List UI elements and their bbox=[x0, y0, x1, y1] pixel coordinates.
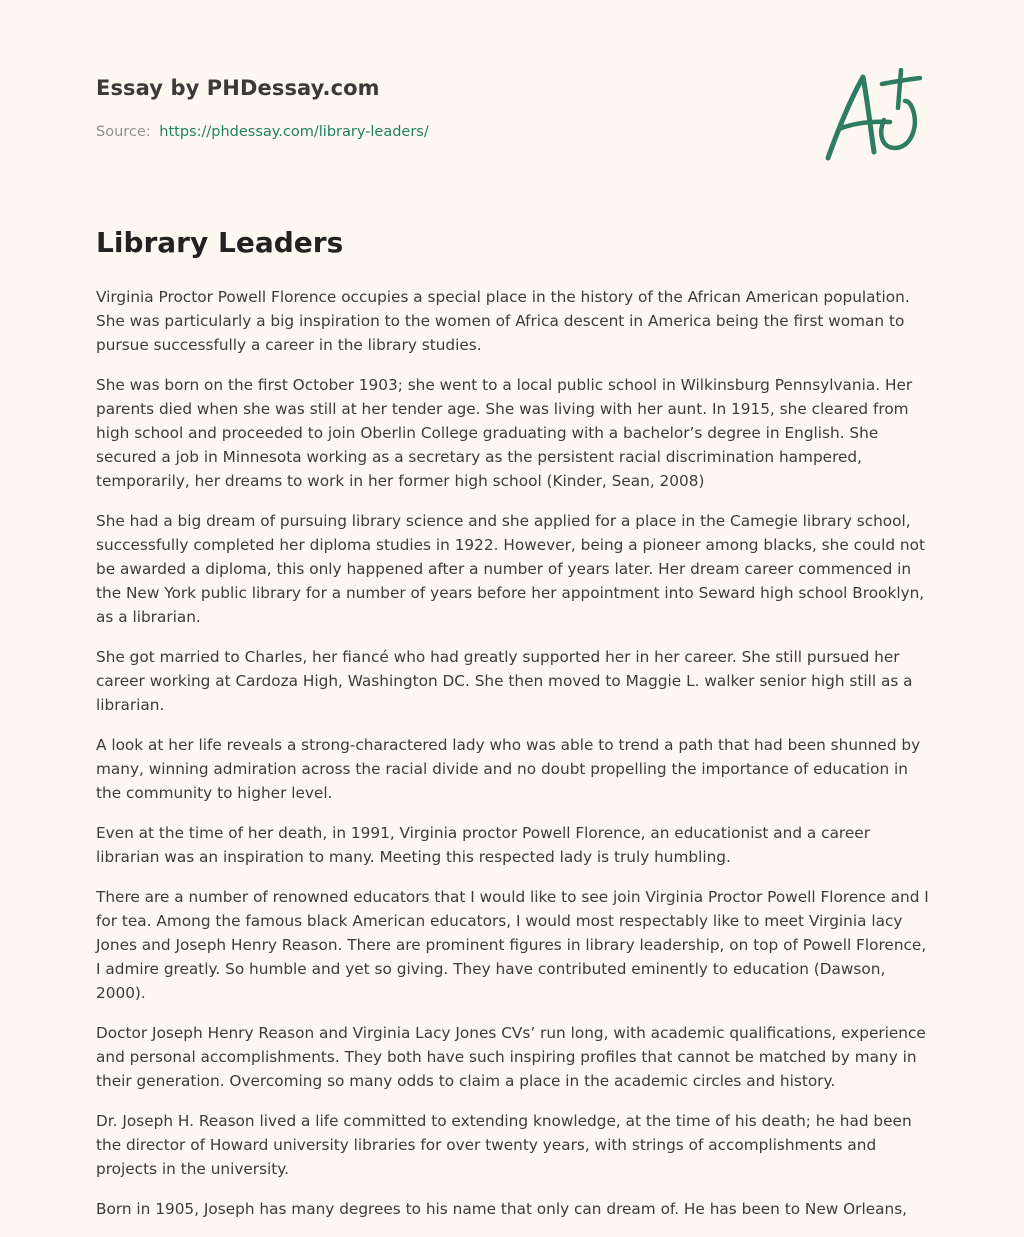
paragraph-9: Dr. Joseph H. Reason lived a life committed to extending knowledge, at the time of his death; he had been the director of Howard university libraries for over twenty years, with strings of accomplishments and projects in the university. bbox=[96, 1112, 912, 1178]
essay-body bbox=[96, 285, 932, 1237]
essay-page bbox=[96, 0, 932, 1218]
page-header bbox=[96, 0, 932, 259]
paragraph-8: Doctor Joseph Henry Reason and Virginia Lacy Jones CVs’ run long, with academic qualifications, experience and personal accomplishments. They both have such inspiring profiles that cannot be matched by many in their generation. Overcoming so many odds to claim a place in the academic circles and history. bbox=[96, 1024, 926, 1090]
paragraph-4: She got married to Charles, her fiancé who had greatly supported her in her career. She still pursued her career working at Cardoza High, Washington DC. She then moved to Maggie L. walker senior high still as a librarian. bbox=[96, 648, 913, 714]
paragraph-7: There are a number of renowned educators that I would like to see join Virginia Proctor Powell Florence and I for tea. Among the famous black American educators, I would most respectably like to meet Virginia lacy Jones and Joseph Henry Reason. There are prominent figures in library leadership, on top of Powell Florence, I admire greatly. So humble and yet so giving. They have contributed eminently to education (Dawson, 2000). bbox=[96, 888, 929, 1002]
paragraph-1: Virginia Proctor Powell Florence occupies a special place in the history of the African American population. She was particularly a big inspiration to the women of Africa descent in America being the first woman to pursue successfully a career in the library studies. bbox=[96, 288, 910, 354]
paragraph-3: She had a big dream of pursuing library science and she applied for a place in the Camegie library school, successfully completed her diploma studies in 1922. However, being a pioneer among blacks, she could not be awarded a diploma, this only happened after a number of years later. Her dream career commenced in the New York public library for a number of years before her appointment into Seward high school Brooklyn, as a librarian. bbox=[96, 512, 925, 626]
paragraph-2: She was born on the first October 1903; she went to a local public school in Wilkinsburg Pennsylvania. Her parents died when she was still at her tender age. She was living with her aunt. In 1915, she cleared from high school and proceeded to join Oberlin College graduating with a bachelor’s degree in English. She secured a job in Minnesota working as a secretary as the persistent racial discrimination hampered, temporarily, her dreams to work in her former high school (Kinder, Sean, 2008) bbox=[96, 376, 913, 490]
document-title: Library Leaders bbox=[96, 226, 344, 259]
a-plus-logo-icon bbox=[824, 68, 926, 164]
source-line bbox=[96, 124, 429, 140]
source-label: Source: bbox=[96, 124, 151, 140]
paragraph-5: A look at her life reveals a strong-charactered lady who was able to trend a path that had been shunned by many, winning admiration across the racial divide and no doubt propelling the importance of education in the community to higher level. bbox=[96, 736, 921, 802]
source-link[interactable]: https://phdessay.com/library-leaders/ bbox=[159, 124, 429, 140]
paragraph-10: Born in 1905, Joseph has many degrees to his name that only can dream of. He has been to New Orleans, bbox=[96, 1200, 908, 1218]
site-title: Essay by PHDessay.com bbox=[96, 76, 380, 100]
paragraph-6: Even at the time of her death, in 1991, Virginia proctor Powell Florence, an educationist and a career librarian was an inspiration to many. Meeting this respected lady is truly humbling. bbox=[96, 824, 871, 866]
